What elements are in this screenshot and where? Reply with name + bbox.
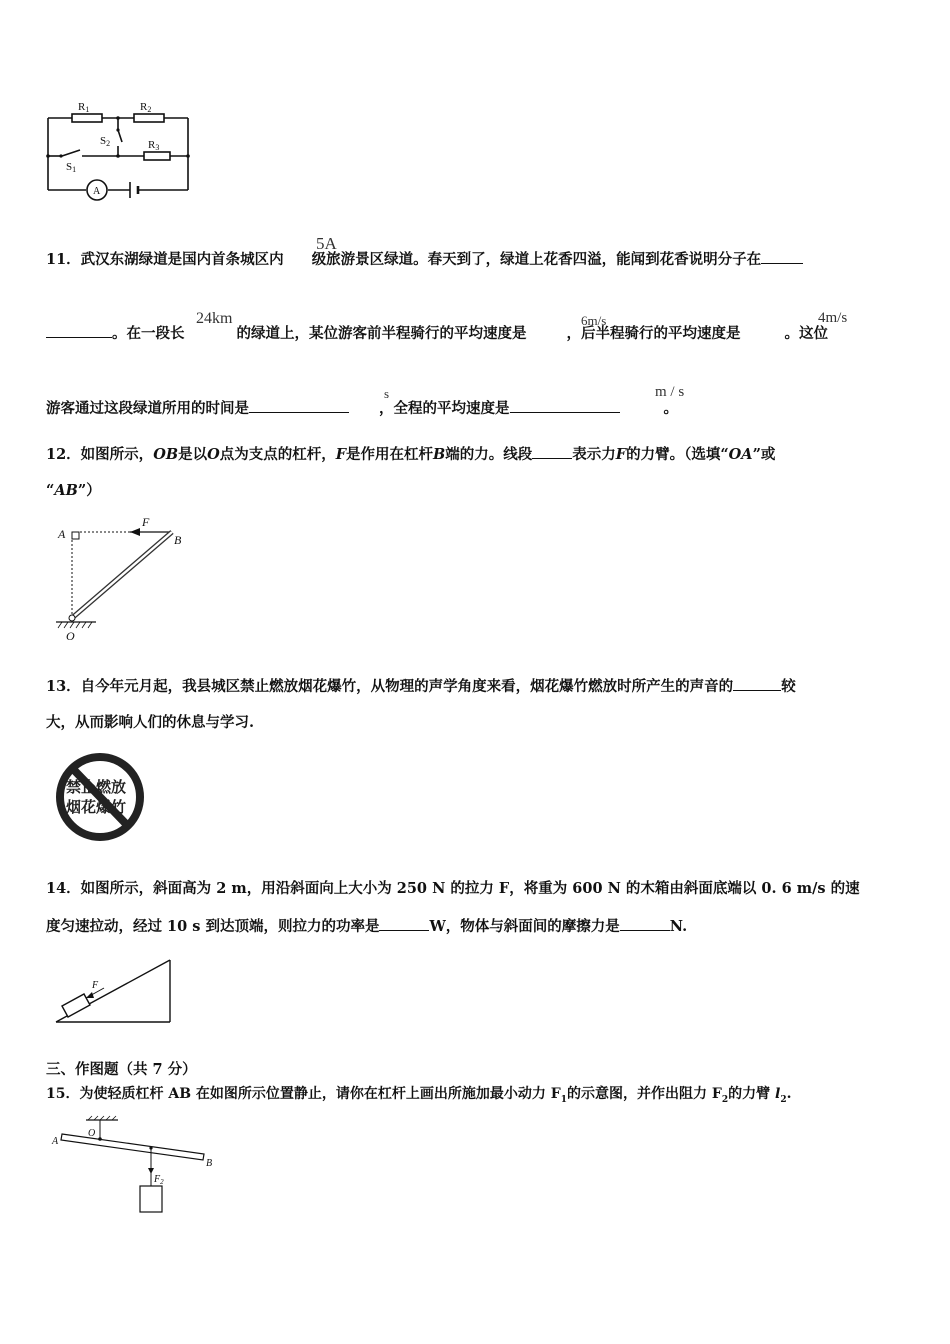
q11-v2: 4m/s (818, 310, 848, 326)
q11-v1: 6m/s (581, 313, 607, 328)
q15-line1: 15．为使轻质杠杆 AB 在如图所示位置静止，请你在杠杆上画出所施加最小动力 $F_1$的示意图，并作出阻力 $F_2$的力臂 $l_2$. (46, 1086, 792, 1105)
q11-blank-1[interactable] (761, 249, 803, 264)
q11-line3: 游客通过这段绿道所用的时间是 ，全程的平均速度是 。 (46, 400, 678, 417)
q14-line2: 度匀速拉动，经过 10 s 到达顶端，则拉力的功率是 W，物体与斜面间的摩擦力是 N. (46, 918, 688, 935)
q14-label-f: F (92, 980, 99, 991)
q12-label-a: A (58, 527, 66, 541)
q15-label-f2: $F_2$ (154, 1174, 164, 1186)
lever-diagram-q15 (48, 1114, 220, 1218)
q12-line2: “AB”） (46, 482, 101, 499)
label-r1: R1 (78, 101, 90, 114)
q14-blank-1[interactable] (379, 916, 429, 931)
q14-line1: 14．如图所示，斜面高为 2 m，用沿斜面向上大小为 250 N 的拉力 F，将重为 600 N 的木箱由斜面底端以 0. 6 m/s 的速 (46, 880, 860, 897)
label-s1: S1 (66, 161, 77, 174)
q15-label-a: A (52, 1136, 59, 1147)
q15-label-o: O (88, 1128, 96, 1139)
q13-line2: 大，从而影响人们的休息与学习. (46, 714, 255, 731)
label-ammeter: A (93, 186, 101, 197)
q11-grade: 5A (316, 234, 337, 253)
q12-label-o: O (66, 629, 75, 642)
circuit-diagram (40, 96, 200, 202)
sign-text-bottom: 烟花爆竹 (66, 798, 127, 816)
q11-blank-3[interactable] (510, 398, 620, 413)
q11-unit-ms: m / s (655, 384, 685, 400)
q12-label-f: F (142, 515, 150, 529)
q15-label-b: B (206, 1158, 213, 1169)
incline-diagram (52, 954, 176, 1026)
q14-blank-2[interactable] (620, 916, 670, 931)
q12-label-b: B (174, 533, 182, 547)
q11-length: 24km (196, 310, 233, 327)
q12-line1: 12．如图所示，OB是以O点为支点的杠杆，F是作用在杠杆B端的力。线段 表示力F的力臂。（选填“OA”或 (46, 446, 776, 463)
q11-line2: 。在一段长 的绿道上，某位游客前半程骑行的平均速度是 ，后半程骑行的平均速度是 。这位 (46, 323, 828, 344)
q11-line1: 11．武汉东湖绿道是国内首条城区内 级旅游景区绿道。春天到了，绿道上花香四溢，能闻到花香说明分子在 (46, 249, 803, 270)
sign-text-top: 禁止燃放 (66, 778, 127, 796)
lever-diagram-q12 (50, 514, 200, 642)
section-3-title: 三、作图题（共 7 分） (46, 1061, 197, 1078)
q11-blank-1-cont[interactable] (46, 323, 112, 338)
label-s2: S2 (100, 135, 111, 148)
q13-blank[interactable] (733, 676, 781, 691)
label-r3: R3 (148, 139, 160, 152)
label-r2: R2 (140, 101, 152, 114)
q11-blank-2[interactable] (249, 398, 349, 413)
q12-blank[interactable] (532, 444, 572, 459)
q13-line1: 13．自今年元月起，我县城区禁止燃放烟花爆竹，从物理的声学角度来看，烟花爆竹燃放时所产生的声音的 较 (46, 678, 796, 695)
no-fireworks-sign (50, 752, 154, 842)
q11-unit-s: s (384, 386, 390, 401)
